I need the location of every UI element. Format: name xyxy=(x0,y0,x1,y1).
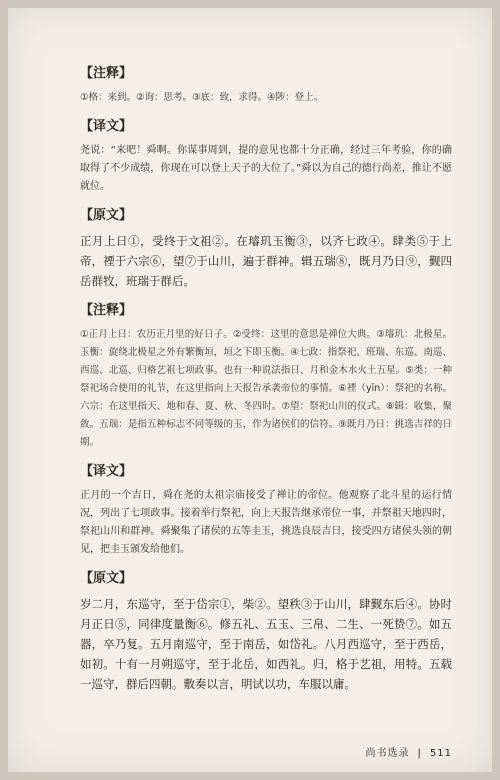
section-heading-notes-2: 【注释】 xyxy=(80,303,133,318)
translation-paragraph-2: 正月的一个吉日，舜在尧的太祖宗庙接受了禅让的帝位。他观察了北斗星的运行情况，列出了七项政事。接着举行祭祀，向上天报告继承帝位一事，并祭祖天地四时，祭祀山川和群神。舜聚集了诸侯的五等圭玉，挑选良辰吉日，接受四方诸侯头领的朝见，把圭玉颁发给他们。 xyxy=(80,490,452,555)
running-title: 尚书选录 xyxy=(365,748,410,759)
footer-separator: | xyxy=(417,748,422,759)
section-heading-notes-1: 【注释】 xyxy=(80,66,133,81)
section-heading-original-1: 【原文】 xyxy=(80,208,133,223)
original-text-paragraph-1: 正月上日①，受终于文祖②。在璿玑玉衡③，以齐七政④。肆类⑤于上帝，禋于六宗⑥，望⑦于山川，遍于群神。辑五瑞⑧，既月乃日⑨，觐四岳群牧，班瑞于群后。 xyxy=(80,234,452,288)
section-heading-translation-1: 【译文】 xyxy=(80,119,133,134)
book-page xyxy=(8,8,492,772)
notes-paragraph-1: ①格：来到。②询：思考。③底：致，求得。④陟：登上。 xyxy=(80,92,324,103)
section-heading-original-2: 【原文】 xyxy=(80,571,133,586)
section-heading-translation-2: 【译文】 xyxy=(80,464,133,479)
page-footer xyxy=(366,744,452,759)
original-text-paragraph-2: 岁二月，东巡守，至于岱宗①，柴②。望秩③于山川，肆觐东后④。协时月正日⑤，同律度量衡⑥。修五礼、五玉、三帛、二生、一死贽⑦。如五器，卒乃复。五月南巡守，至于南岳，如岱礼。八月西巡守，至于西岳，如初。十有一月朔巡守，至于北岳，如西礼。归，格于艺祖，用特。五载一巡守，群后四朝。敷奏以言，明试以功，车服以庸。 xyxy=(80,597,452,691)
page-number: 511 xyxy=(429,748,452,759)
page-content xyxy=(80,64,452,704)
notes-paragraph-2: ①正月上日：农历正月里的好日子。②受终：这里的意思是禅位大典。③璿玑：北极星。玉衡：旋绕北极星之外有繁衡垣，垣之下即玉衡。④七政：指祭祀、班瑞、东巡、南巡、西巡、北巡、归格艺祖七项政事。也有一种说法指日、月和金木水火土五星。⑤类：一种祭祀场合使用的礼节，在这里指向上天报告承袭帝位的事情。⑥禋（yīn）：祭祀的名称。六宗：在这里指天、地和春、夏、秋、冬四时。⑦望：祭祀山川的仪式。⑧辑：收集，聚敛。五瑞：是指五种标志不同等级的玉，作为诸侯们的信符。⑨既月乃日：挑选吉祥的日期。 xyxy=(80,329,452,448)
translation-paragraph-1: 尧说：“来吧！舜啊。你谋事周到，提的意见也都十分正确，经过三年考验，你的确取得了不少成绩，你现在可以登上天子的大位了。”舜以为自己的德行尚差，推让不愿就位。 xyxy=(80,145,452,192)
